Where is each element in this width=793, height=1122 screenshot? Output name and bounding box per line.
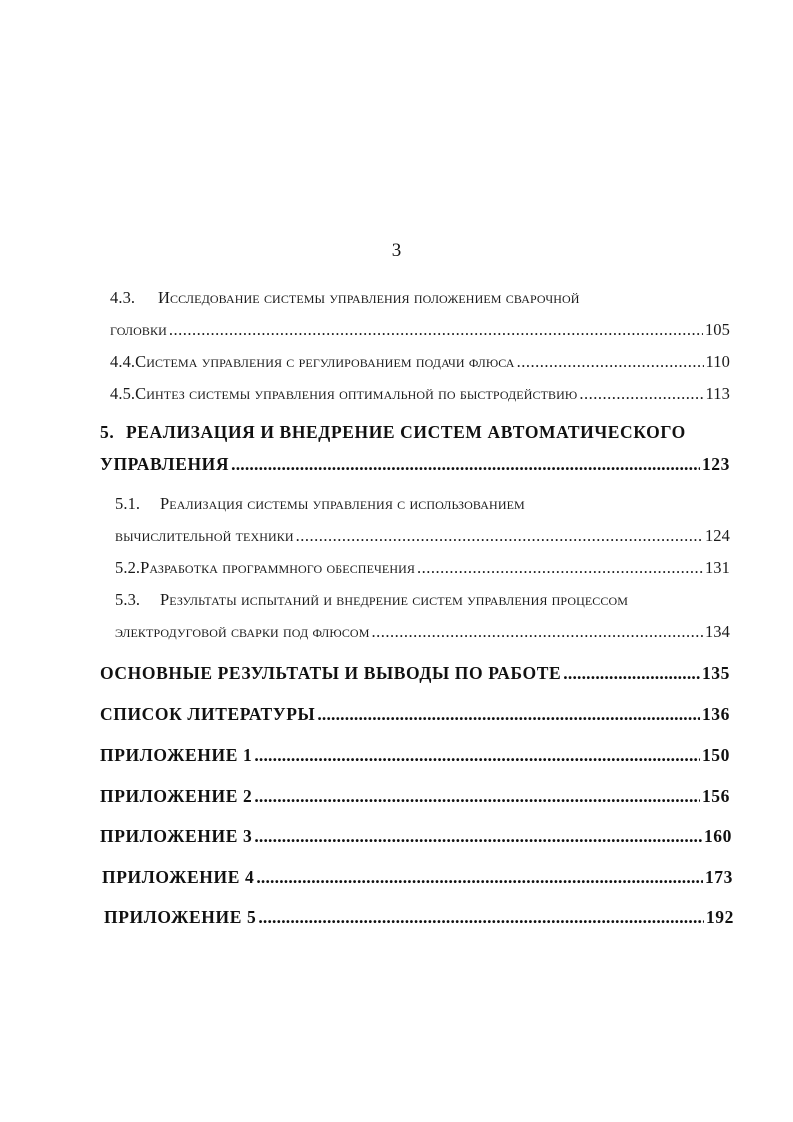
toc-leader-dots <box>254 826 702 847</box>
toc-entry-appendix-5[interactable] <box>104 907 734 933</box>
toc-leader-dots <box>256 867 703 888</box>
toc-entry-4-3[interactable] <box>110 288 670 314</box>
toc-leader-dots <box>231 454 700 475</box>
toc-entry-page: 124 <box>704 526 730 545</box>
toc-entry-4-5[interactable] <box>110 384 730 410</box>
toc-entry-appendix-4[interactable] <box>102 867 733 893</box>
toc-leader-dots <box>579 384 703 404</box>
toc-leader-dots <box>563 663 700 684</box>
toc-entry-page: 160 <box>703 826 732 846</box>
toc-entry-title-continued: вычислительной техники <box>115 526 294 545</box>
toc-entry-title: ПРИЛОЖЕНИЕ 4 <box>102 867 255 887</box>
toc-entry-title: ПРИЛОЖЕНИЕ 3 <box>100 826 253 846</box>
toc-entry-title: ПРИЛОЖЕНИЕ 2 <box>100 786 253 806</box>
toc-leader-dots <box>417 558 703 578</box>
toc-leader-dots <box>254 745 700 766</box>
toc-entry-title: РЕАЛИЗАЦИЯ И ВНЕДРЕНИЕ СИСТЕМ АВТОМАТИЧЕСКОГО <box>126 422 686 442</box>
toc-entry-page: 173 <box>704 867 733 887</box>
toc-entry-title: ПРИЛОЖЕНИЕ 1 <box>100 745 253 765</box>
toc-entry-page: 105 <box>704 320 730 339</box>
toc-leader-dots <box>258 907 704 928</box>
toc-entry-number: 5.2. <box>115 558 141 577</box>
toc-leader-dots <box>254 786 700 807</box>
toc-entry-5-3[interactable] <box>115 590 730 616</box>
toc-entry-appendix-1[interactable] <box>100 745 730 771</box>
toc-entry-title: Исследование системы управления положением сварочной <box>158 288 580 307</box>
toc-leader-dots <box>296 526 703 546</box>
toc-entry-page: 150 <box>701 745 730 765</box>
toc-entry-number: 5. <box>100 422 115 442</box>
toc-entry-title: Разработка программного обеспечения <box>140 558 415 577</box>
toc-entry-page: 135 <box>701 663 730 683</box>
toc-entry-title: Система управления с регулированием подачи флюса <box>135 352 515 371</box>
toc-entry-title: ОСНОВНЫЕ РЕЗУЛЬТАТЫ И ВЫВОДЫ ПО РАБОТЕ <box>100 663 562 683</box>
toc-entry-title-continued: УПРАВЛЕНИЯ <box>100 454 230 474</box>
toc-entry-page: 134 <box>704 622 730 641</box>
toc-entry-references[interactable] <box>100 704 730 730</box>
toc-entry-main-results[interactable] <box>100 663 730 689</box>
toc-entry-title: Реализация системы управления с использованием <box>160 494 525 513</box>
toc-entry-number: 5.3. <box>115 590 141 609</box>
toc-entry-page: 110 <box>705 352 730 371</box>
toc-entry-title: ПРИЛОЖЕНИЕ 5 <box>104 907 257 927</box>
toc-entry-page: 136 <box>701 704 730 724</box>
page-number: 3 <box>391 240 402 261</box>
toc-leader-dots <box>371 622 702 642</box>
toc-entry-title: Результаты испытаний и внедрение систем управления процессом <box>160 590 629 609</box>
toc-entry-title-continued: головки <box>110 320 167 339</box>
toc-entry-page: 156 <box>701 786 730 806</box>
toc-leader-dots <box>169 320 703 340</box>
toc-entry-page: 123 <box>701 454 730 474</box>
toc-leader-dots <box>317 704 700 725</box>
toc-entry-5-3-continued[interactable] <box>115 622 730 648</box>
toc-entry-appendix-2[interactable] <box>100 786 730 812</box>
toc-entry-5-1[interactable] <box>115 494 675 520</box>
toc-entry-5[interactable] <box>100 422 700 448</box>
toc-entry-title: Синтез системы управления оптимальной по быстродействию <box>135 384 578 403</box>
toc-entry-number: 4.4. <box>110 352 136 371</box>
toc-leader-dots <box>517 352 704 372</box>
toc-entry-number: 4.5. <box>110 384 136 403</box>
toc-entry-number: 4.3. <box>110 288 136 307</box>
toc-entry-appendix-3[interactable] <box>100 826 732 852</box>
toc-entry-title-continued: электродуговой сварки под флюсом <box>115 622 370 641</box>
toc-entry-5-1-continued[interactable] <box>115 526 730 552</box>
toc-entry-page: 192 <box>705 907 734 927</box>
toc-entry-number: 5.1. <box>115 494 141 513</box>
toc-entry-5-continued[interactable] <box>100 454 730 480</box>
toc-entry-page: 113 <box>705 384 730 403</box>
toc-entry-5-2[interactable] <box>115 558 730 584</box>
toc-entry-4-4[interactable] <box>110 352 730 378</box>
toc-entry-4-3-continued[interactable] <box>110 320 730 346</box>
toc-entry-page: 131 <box>704 558 730 577</box>
toc-entry-title: СПИСОК ЛИТЕРАТУРЫ <box>100 704 316 724</box>
